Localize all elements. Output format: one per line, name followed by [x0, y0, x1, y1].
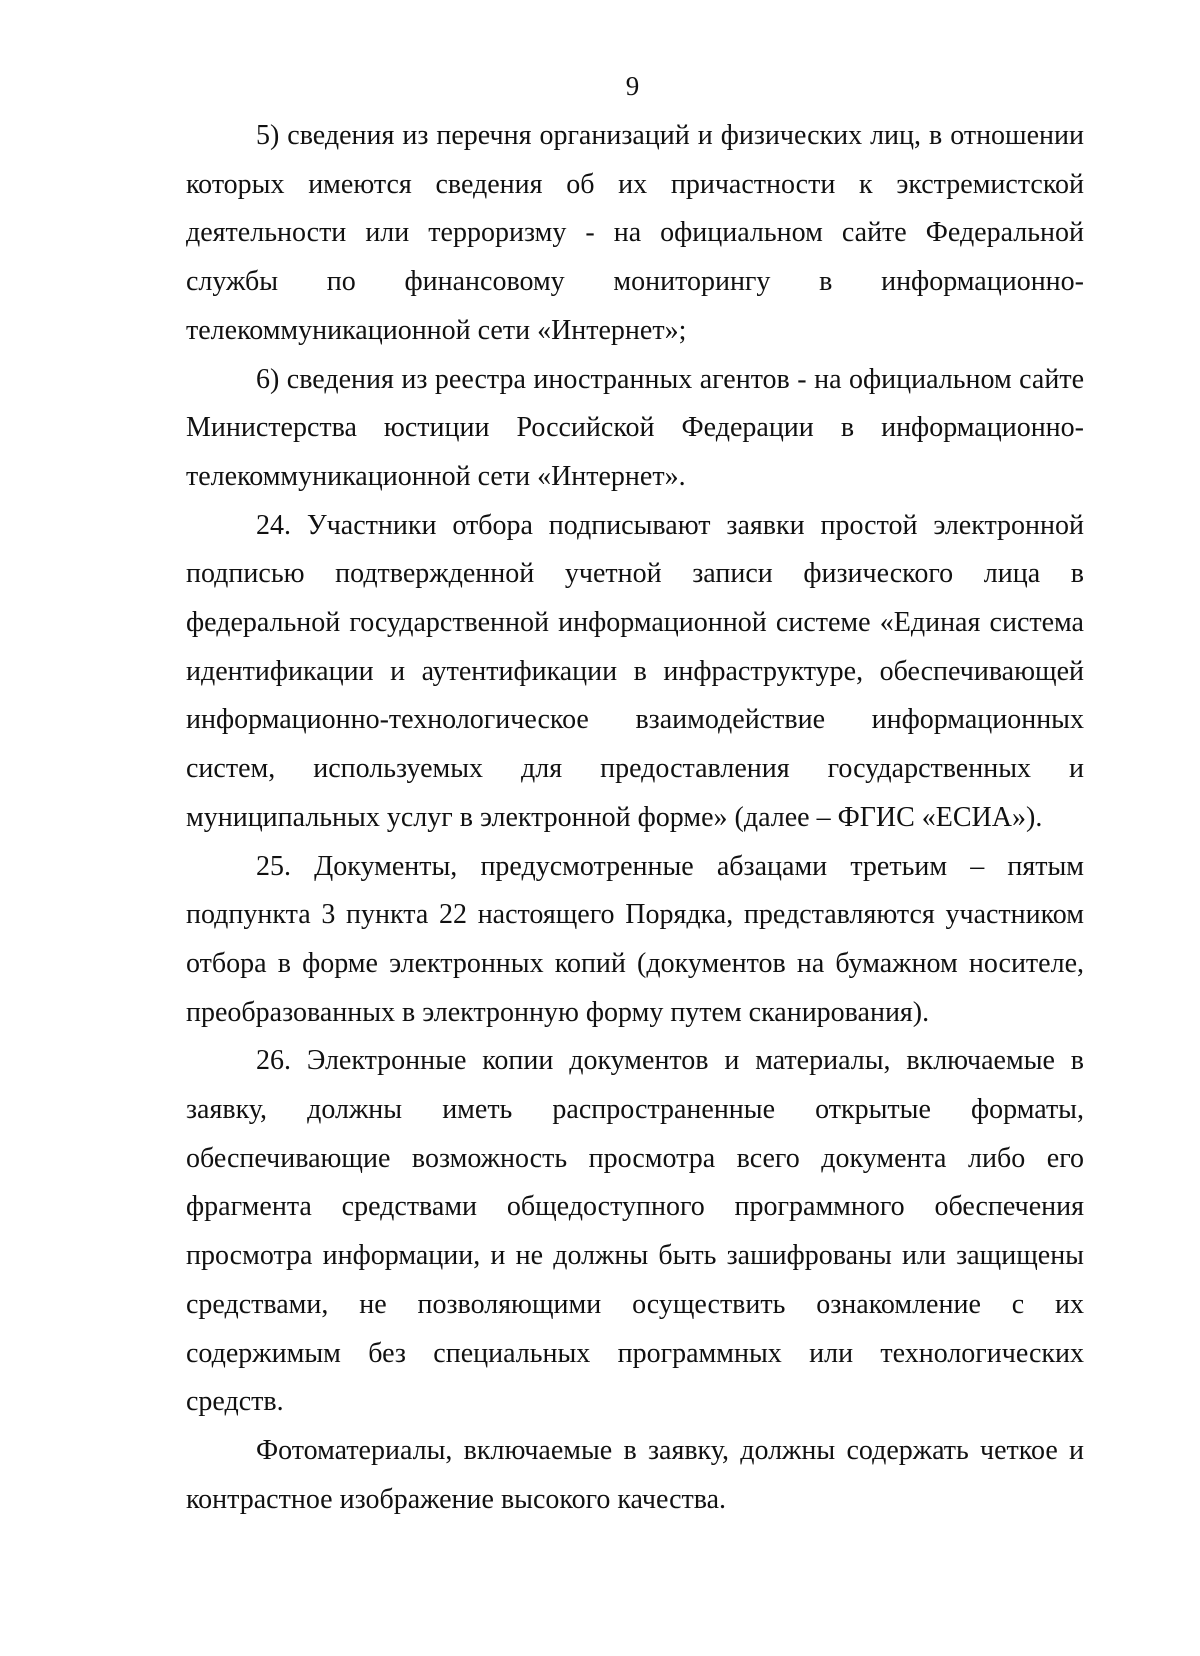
paragraph-clause-24: 24. Участники отбора подписывают заявки простой электронной подписью подтвержденной учетной записи физического лица в федеральной государственной информационной системе «Единая система идентификации и аутентификации в инфраструктуре, обеспечивающей информационно-технологическое взаимодействие информационных систем, используемых для предоставления государственных и муниципальных услуг в электронной форме» (далее – ФГИС «ЕСИА»).	[186, 509, 1084, 833]
document-body	[186, 112, 1084, 1524]
paragraph-photo-materials: Фотоматериалы, включаемые в заявку, должны содержать четкое и контрастное изображение высокого качества.	[186, 1434, 1084, 1515]
page-number: 9	[625, 71, 640, 101]
paragraph-clause-26: 26. Электронные копии документов и материалы, включаемые в заявку, должны иметь распространенные открытые форматы, обеспечивающие возможность просмотра всего документа либо его фрагмента средствами общедоступного программного обеспечения просмотра информации, и не должны быть зашифрованы или защищены средствами, не позволяющими осуществить ознакомление с их содержимым без специальных программных или технологических средств.	[186, 1045, 1084, 1418]
paragraph-clause-25: 25. Документы, предусмотренные абзацами третьим – пятым подпункта 3 пункта 22 настоящего Порядка, представляются участником отбора в форме электронных копий (документов на бумажном носителе, преобразованных в электронную форму путем сканирования).	[186, 850, 1084, 1028]
paragraph-item-6: 6) сведения из реестра иностранных агентов - на официальном сайте Министерства юстиции Российской Федерации в информационно-телекоммуникационной сети «Интернет».	[186, 363, 1084, 492]
paragraph-item-5: 5) сведения из перечня организаций и физических лиц, в отношении которых имеются сведения об их причастности к экстремистской деятельности или терроризму - на официальном сайте Федеральной службы по финансовому мониторингу в информационно-телекоммуникационной сети «Интернет»;	[186, 120, 1084, 346]
